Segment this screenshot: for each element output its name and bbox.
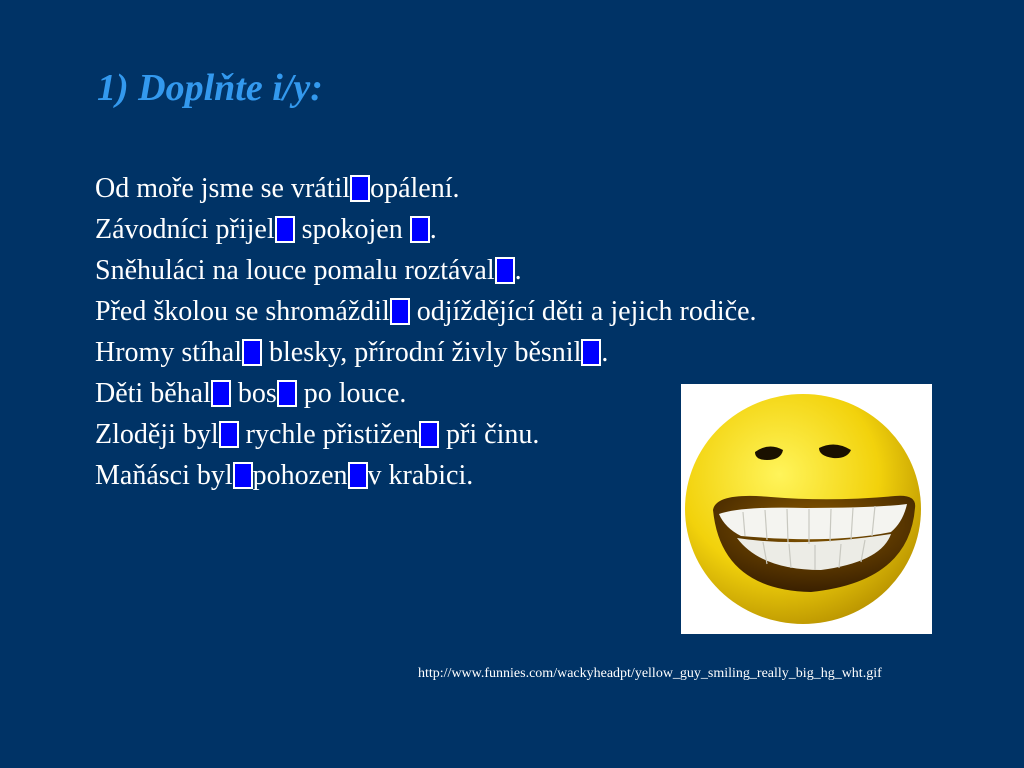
line-text: . — [601, 337, 609, 368]
line-text: spokojen — [294, 214, 410, 245]
line-text: opálení. — [370, 173, 460, 204]
blank-box[interactable] — [495, 257, 515, 284]
slide-title: 1) Doplňte i/y: — [97, 67, 323, 109]
line-text: Maňásci byl — [95, 460, 233, 491]
blank-box[interactable] — [211, 380, 231, 407]
line-text: Sněhuláci na louce pomalu roztával — [95, 255, 495, 286]
exercise-line-3 — [95, 250, 757, 291]
line-text: po louce. — [296, 378, 407, 409]
blank-box[interactable] — [390, 298, 410, 325]
blank-box[interactable] — [277, 380, 297, 407]
line-text: Od moře jsme se vrátil — [95, 173, 351, 204]
exercise-line-5 — [95, 332, 757, 373]
exercise-line-1 — [95, 168, 757, 209]
line-text: rychle přistižen — [238, 419, 420, 450]
line-text: bos — [230, 378, 277, 409]
exercise-line-4 — [95, 291, 757, 332]
line-text: Závodníci přijel — [95, 214, 275, 245]
line-text: v krabici. — [367, 460, 474, 491]
exercise-lines — [95, 168, 757, 496]
blank-box[interactable] — [242, 339, 262, 366]
line-text: . — [514, 255, 522, 286]
exercise-line-7 — [95, 414, 757, 455]
exercise-line-6 — [95, 373, 757, 414]
blank-box[interactable] — [219, 421, 239, 448]
blank-box[interactable] — [348, 462, 368, 489]
line-text: blesky, přírodní živly běsnil — [262, 337, 582, 368]
blank-box[interactable] — [581, 339, 601, 366]
blank-box[interactable] — [275, 216, 295, 243]
smiley-face-icon — [681, 384, 932, 634]
smiley-face-image — [681, 384, 932, 634]
line-text: odjíždějící děti a jejich rodiče. — [409, 296, 757, 327]
line-text: Děti běhal — [95, 378, 211, 409]
blank-box[interactable] — [419, 421, 439, 448]
blank-box[interactable] — [350, 175, 370, 202]
blank-box[interactable] — [233, 462, 253, 489]
blank-box[interactable] — [410, 216, 430, 243]
exercise-line-8 — [95, 455, 757, 496]
line-text: . — [429, 214, 437, 245]
line-text: Zloději byl — [95, 419, 219, 450]
line-text: Před školou se shromáždil — [95, 296, 390, 327]
line-text: při činu. — [439, 419, 540, 450]
exercise-line-2 — [95, 209, 757, 250]
line-text: pohozen — [252, 460, 348, 491]
source-url: http://www.funnies.com/wackyheadpt/yellow_guy_smiling_really_big_hg_wht.gif — [418, 666, 882, 681]
line-text: Hromy stíhal — [95, 337, 242, 368]
